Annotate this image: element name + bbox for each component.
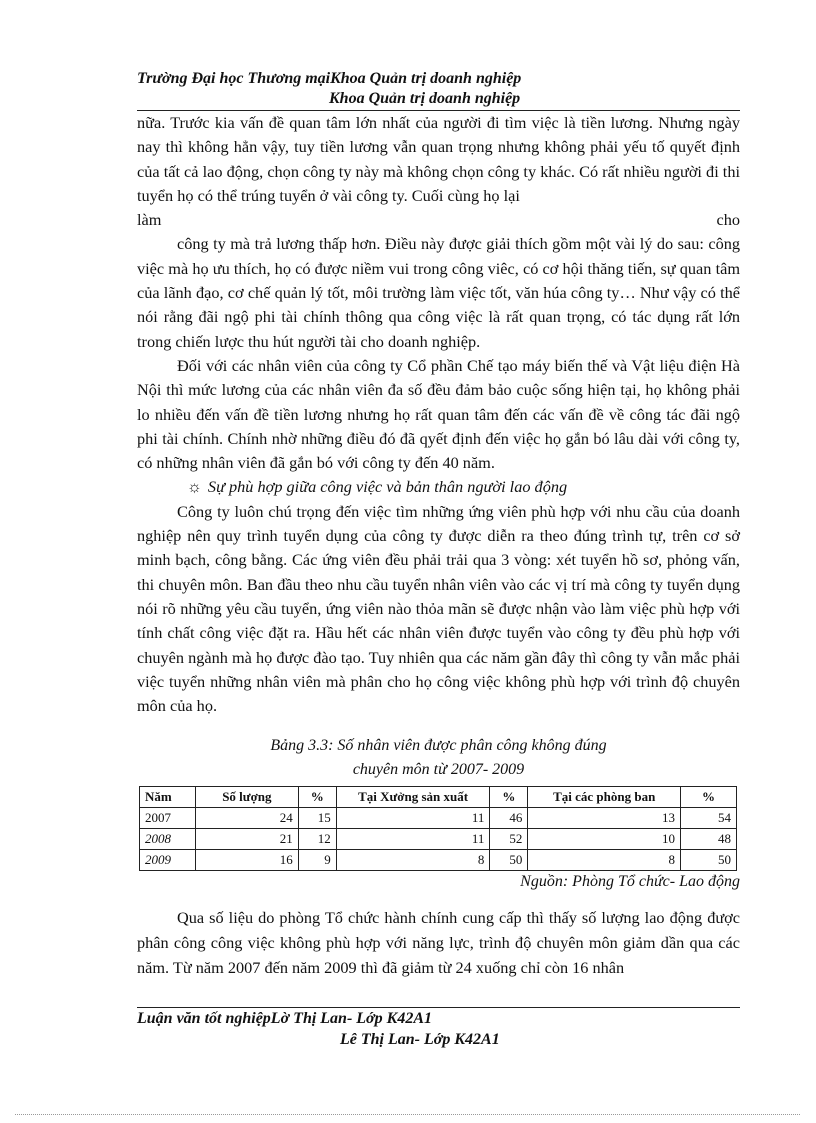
sun-bullet-icon: ☼	[187, 477, 202, 497]
table-cell: 8	[528, 850, 681, 871]
table-cell: 48	[681, 829, 737, 850]
table-cell: 50	[490, 850, 528, 871]
body-text-lower	[137, 905, 740, 980]
staff-mismatch-table	[139, 786, 737, 871]
paragraph-1: nữa. Trước kia vấn đề quan tâm lớn nhất của người đi tìm việc là tiền lương. Nhưng ngày nay thì không hẳn vậy, tuy tiền lương vẫn quan trọng nhưng không phải yếu tố quyết định của tất cả lao động, chọn công ty này mà không chọn công ty khác. Có rất nhiều người đi thi tuyển họ có thể trúng tuyển ở vài công ty. Cuối cùng họ lại	[137, 113, 740, 205]
table-cell: 12	[298, 829, 336, 850]
table-cell: 16	[195, 850, 298, 871]
paragraph-1-gap-line: làm cho	[137, 210, 740, 230]
column-header-departments: Tại các phòng ban	[528, 787, 681, 808]
table-cell-year: 2008	[140, 829, 196, 850]
footer-divider	[137, 1007, 740, 1008]
paragraph-2: công ty mà trả lương thấp hơn. Điều này được giải thích gồm một vài lý do sau: công việc mà họ ưu thích, họ có được niềm vui trong công viêc, có cơ hội thăng tiến, sự quan tâm của lãnh đạo, cơ chế quản lý tốt, môi trường làm việc tốt, văn húa công ty… Như vậy có thể nói rằng đãi ngộ phi tài chính thông qua công việc là rất quan trọng, có tác dụng rất lớn trong chiến lược thu hút người tài cho doanh nghiệp.	[137, 234, 740, 351]
table-cell-year: 2009	[140, 850, 196, 871]
column-header-workshop-percent: %	[490, 787, 528, 808]
page-bottom-border	[15, 1114, 800, 1115]
column-header-year: Năm	[140, 787, 196, 808]
table-cell: 52	[490, 829, 528, 850]
header-faculty-name: Khoa Quản trị doanh nghiệp	[329, 90, 521, 107]
table-caption-line-1: Bảng 3.3: Số nhân viên được phân công không đúng	[270, 737, 607, 754]
table-cell: 11	[336, 808, 490, 829]
table-cell: 21	[195, 829, 298, 850]
column-header-count: Số lượng	[195, 787, 298, 808]
header-school-name: Trường Đại học Thương mạiKhoa Quản trị doanh nghiệp	[137, 70, 522, 87]
footer-author-label: Lê Thị Lan- Lớp K42A1	[340, 1031, 500, 1048]
table-cell: 46	[490, 808, 528, 829]
paragraph-4: Công ty luôn chú trọng đến việc tìm những ứng viên phù hợp với nhu cầu của doanh nghiệp nên quy trình tuyển dụng của công ty được diễn ra theo đúng trình tự, trên cơ sở minh bạch, công bằng. Các ứng viên đều phải trải qua 3 vòng: xét tuyển hồ sơ, phỏng vấn, thi chuyên môn. Ban đầu theo nhu cầu tuyển nhân viên vào các vị trí mà công ty tuyển dụng nói rõ những yêu cầu tuyển, ứng viên nào thỏa mãn sẽ được nhận vào làm việc phù hợp với tính chất công việc đặt ra. Hầu hết các nhân viên được tuyển vào công ty đều phù hợp với chuyên ngành mà họ được đào tạo. Tuy nhiên qua các năm gần đây thì công ty vẫn mắc phải việc tuyển những nhân viên mà phân cho họ công việc không phù hợp với trình độ chuyên môn của họ.	[137, 501, 740, 716]
table-cell: 9	[298, 850, 336, 871]
table-cell: 50	[681, 850, 737, 871]
table-caption-line-2: chuyên môn từ 2007- 2009	[352, 761, 525, 778]
table-cell: 11	[336, 829, 490, 850]
table-cell: 24	[195, 808, 298, 829]
table-row	[140, 829, 737, 850]
table-row	[140, 808, 737, 829]
body-text-upper	[137, 111, 740, 718]
footer-thesis-label: Luận văn tốt nghiệpLờ Thị Lan- Lớp K42A1	[137, 1010, 432, 1027]
paragraph-3: Đối với các nhân viên của công ty Cổ phần Chế tạo máy biến thế và Vật liệu điện Hà Nội thì mức lương của các nhân viên đa số đều đảm bảo cuộc sống hiện tại, họ không phải lo nhiều đến vấn đề tiền lương nhưng họ rất quan tâm đến các vấn đề về công tác đãi ngộ phi tài chính. Chính nhờ những điều đó đã qyết định đến việc họ gắn bó lâu dài với công ty, có những nhân viên đã gắn bó với công ty đến 40 năm.	[137, 355, 740, 473]
table-cell: 54	[681, 808, 737, 829]
bullet-heading	[137, 475, 740, 499]
table-row	[140, 850, 737, 871]
table-cell: 15	[298, 808, 336, 829]
table-header-row	[140, 787, 737, 808]
column-header-workshop: Tại Xưởng sản xuất	[336, 787, 490, 808]
table-cell: 10	[528, 829, 681, 850]
table-cell: 13	[528, 808, 681, 829]
column-header-percent: %	[298, 787, 336, 808]
column-header-departments-percent: %	[681, 787, 737, 808]
table-cell-year: 2007	[140, 808, 196, 829]
table-cell: 8	[336, 850, 490, 871]
paragraph-5: Qua số liệu do phòng Tổ chức hành chính cung cấp thì thấy số lượng lao động được phân công công việc không phù hợp với năng lực, trình độ chuyên môn giảm dần qua các năm. Từ năm 2007 đến năm 2009 thì đã giảm từ 24 xuống chỉ còn 16 nhân	[137, 908, 740, 977]
table-source-note: Nguồn: Phòng Tổ chức- Lao động	[520, 873, 740, 890]
bullet-heading-text: Sự phù hợp giữa công việc và bản thân người lao động	[207, 477, 568, 497]
